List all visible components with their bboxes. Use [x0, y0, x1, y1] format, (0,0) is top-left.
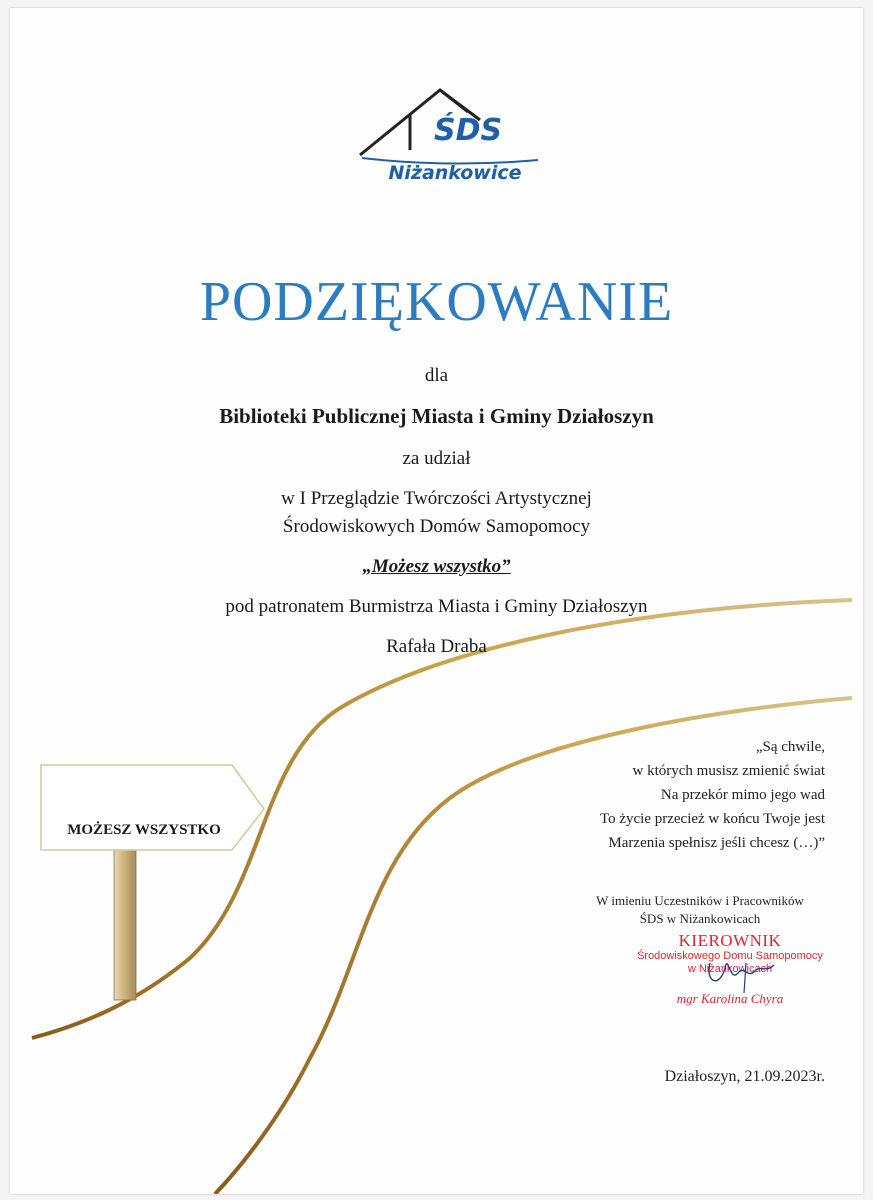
issue-date: Działoszyn, 21.09.2023r. — [664, 1068, 825, 1085]
signature-line-2: ŚDS w Niżankowicach — [639, 911, 761, 926]
poem-line: To życie przecież w końcu Twoje jest — [599, 811, 825, 827]
event-line-1: w I Przeglądzie Twórczości Artystycznej — [281, 488, 592, 509]
poem-line: Na przekór mimo jego wad — [660, 787, 825, 803]
recipient-name: Biblioteki Publicznej Miasta i Gminy Działoszyn — [219, 404, 654, 428]
stamp-line-1: Środowiskowego Domu Samopomocy — [637, 950, 823, 962]
for-label: dla — [424, 365, 449, 386]
svg-text:ŚDS: ŚDS — [434, 113, 503, 148]
poem-line: Marzenia spełnisz jeśli chcesz (…)” — [608, 835, 825, 851]
stamp-person: mgr Karolina Chyra — [676, 991, 784, 1006]
stamp-line-2: w Niżankowicach — [687, 963, 773, 975]
signpost-pole — [114, 848, 136, 1000]
stamp-title: KIEROWNIK — [678, 931, 782, 950]
patronage-line: pod patronatem Burmistrza Miasta i Gminy Działoszyn — [225, 596, 648, 617]
reason-label: za udział — [402, 448, 471, 469]
event-motto: „Możesz wszystko” — [362, 556, 511, 577]
signature-line-1: W imieniu Uczestników i Pracowników — [596, 893, 804, 908]
handwritten-signature-icon — [700, 943, 780, 993]
poem-line: „Są chwile, — [755, 739, 825, 755]
sds-logo-icon — [350, 80, 550, 170]
patron-name: Rafała Draba — [386, 636, 487, 657]
logo-name: Niżankowice — [388, 162, 522, 184]
poem-line: w których musisz zmienić świat — [632, 763, 825, 779]
certificate-page — [10, 8, 863, 1194]
event-line-2: Środowiskowych Domów Samopomocy — [282, 516, 591, 537]
signpost-text: MOŻESZ WSZYSTKO — [67, 821, 221, 838]
certificate-title: PODZIĘKOWANIE — [199, 271, 674, 333]
